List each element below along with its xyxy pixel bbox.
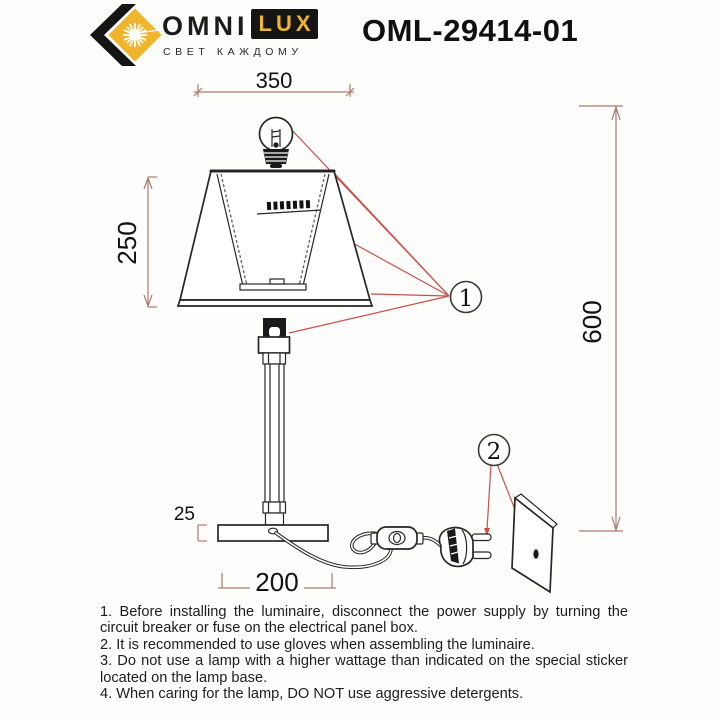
dimension-total-height [577,106,623,531]
wall-sticker [512,494,557,592]
lamp-socket [259,318,290,353]
callout-1-number: 1 [458,286,474,312]
brand-name-lux: LUX [258,11,315,36]
dimension-base-width [218,567,336,597]
lamp-stem [263,353,286,525]
model-number: OML-29414-01 [362,13,579,48]
dimension-base-height [174,504,207,541]
instruction-item-2: 2. It is recommended to use gloves when assembling the luminaire. [100,636,535,653]
dim-200-label: 200 [255,567,299,597]
inline-switch [371,527,423,549]
dimension-shade-height [112,177,157,307]
dim-250-label: 250 [112,221,142,265]
dim-25-label: 25 [173,504,195,525]
instruction-item-4: 4. When caring for the lamp, DO NOT use aggressive detergents. [100,686,524,703]
lamp-shade [178,171,372,306]
instruction-item-3: 3. Do not use a lamp with a higher wattage than indicated on the special sticker located on the lamp base. [100,653,628,686]
instructions-list [100,604,628,702]
instruction-item-1: 1. Before installing the luminaire, disconnect the power supply by turning the circuit breaker or fuse on the electrical panel box. [100,604,628,637]
brand-name-omni: OMNI [162,11,249,41]
dimension-shade-width [194,68,354,97]
dim-350-label: 350 [255,68,293,93]
callout-2-bubble [479,435,510,466]
light-bulb-icon [260,118,293,169]
dim-600-label: 600 [577,300,607,344]
callout-2-number: 2 [486,439,502,465]
callout-1-bubble [451,282,482,313]
power-plug-icon [439,528,491,567]
brand-tagline: СВЕТ КАЖДОМУ [163,46,303,58]
